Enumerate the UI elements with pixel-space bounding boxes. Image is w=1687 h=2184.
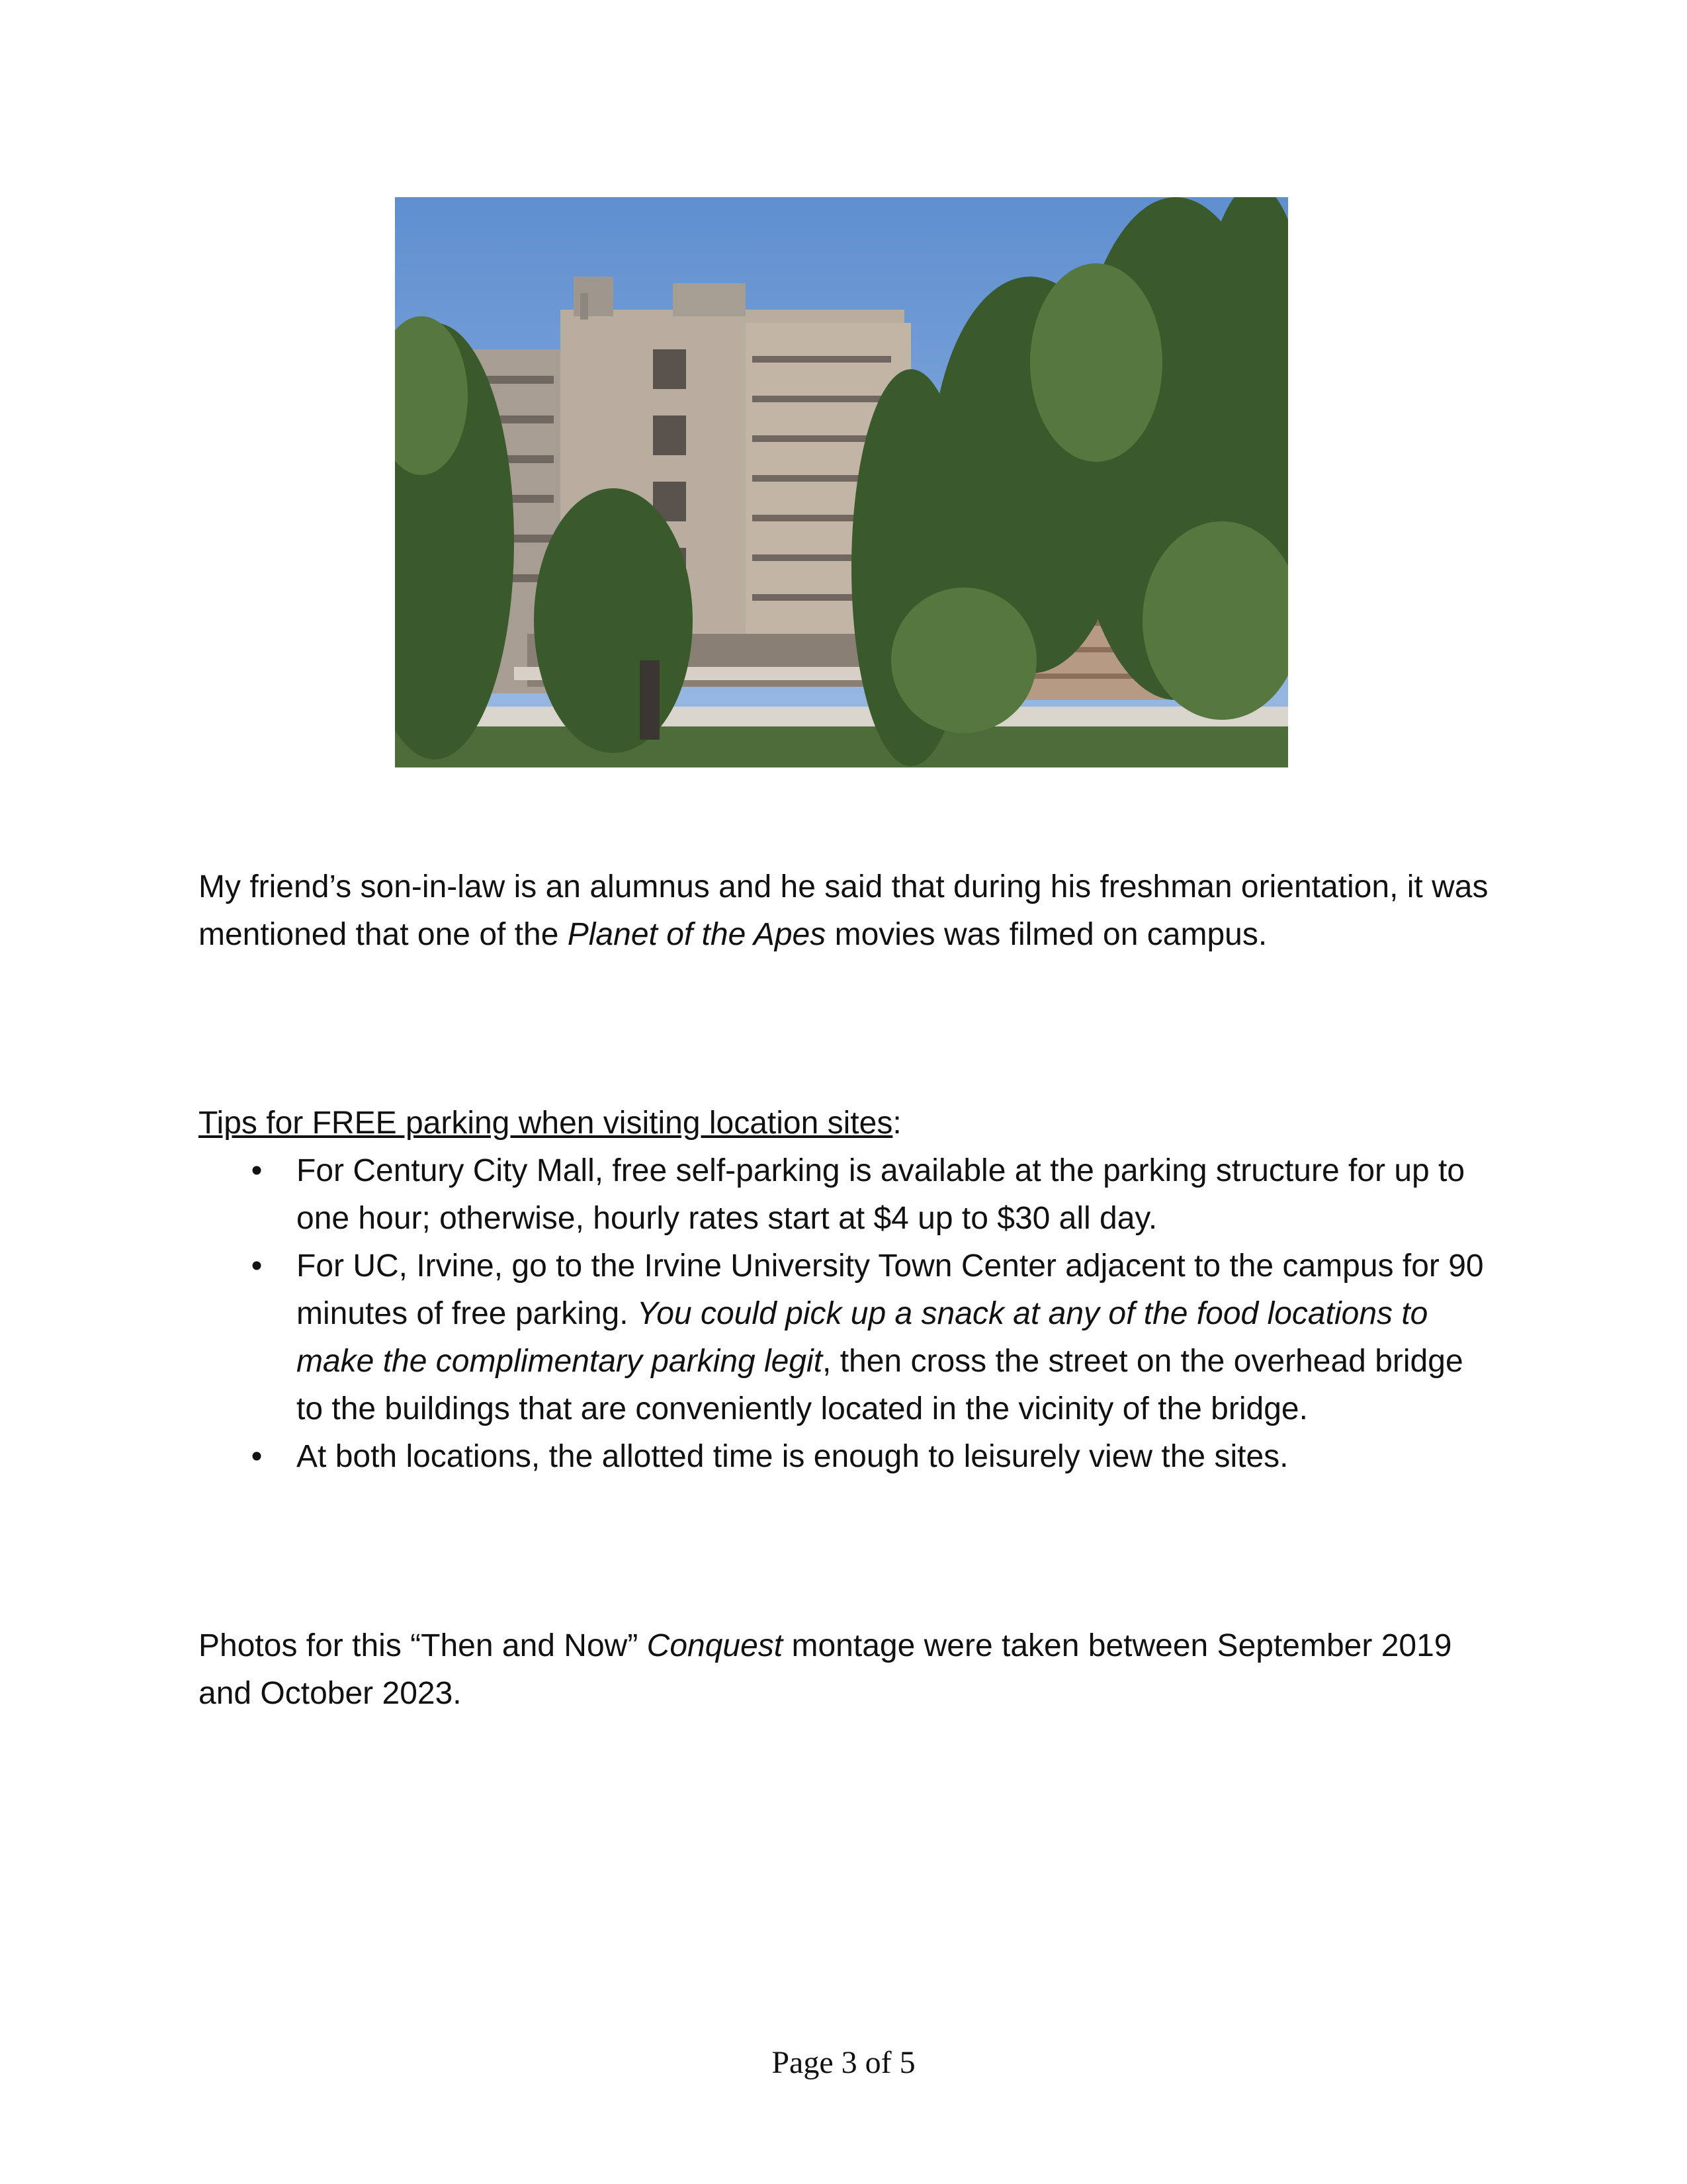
parking-tips-heading-line [198,1100,1489,1147]
list-item [198,1147,1489,1243]
movie-title: Planet of the Apes [567,917,826,952]
tip-both-locations: At both locations, the allotted time is enough to leisurely view the sites. [296,1439,1289,1474]
heading-colon: : [892,1106,902,1141]
alumnus-paragraph-text-end: movies was filmed on campus. [826,917,1268,952]
photos-paragraph-text: Photos for this “Then and Now” [198,1628,647,1663]
montage-title: Conquest [646,1628,783,1663]
tip-uc-irvine: For UC, Irvine, go to the Irvine University Town Center adjacent to the campus for 90 minutes of free parking. [296,1248,1484,1331]
alumnus-paragraph [198,863,1489,959]
list-item [198,1243,1489,1433]
bullet-icon: • [251,1439,263,1474]
campus-building-photo [395,197,1288,767]
list-item [198,1433,1489,1481]
tip-uc-irvine-end: , then cross the street on the overhead bridge to the buildings that are conveniently located in the vicinity of the bridge. [296,1344,1463,1426]
parking-tips-section [198,1100,1489,1481]
campus-building-photo-icon [395,197,1288,767]
parking-tips-list [198,1147,1489,1481]
alumnus-paragraph-text: My friend’s son-in-law is an alumnus and he said that during his freshman orientation, it was mentioned that one of the [198,869,1489,952]
parking-tips-heading: Tips for FREE parking when visiting location sites [198,1106,893,1141]
photos-paragraph [198,1622,1489,1718]
photos-paragraph-text-end: montage were taken between September 2019 and October 2023. [198,1628,1452,1711]
tip-uc-irvine-italic: You could pick up a snack at any of the food locations to make the complimentary parking legit [296,1296,1428,1379]
bullet-icon: • [251,1248,263,1284]
tip-century-city: For Century City Mall, free self-parking is available at the parking structure for up to one hour; otherwise, hourly rates start at $4 up to $30 all day. [296,1153,1465,1236]
bullet-icon: • [251,1153,263,1188]
page-number-footer: Page 3 of 5 [771,2045,916,2080]
